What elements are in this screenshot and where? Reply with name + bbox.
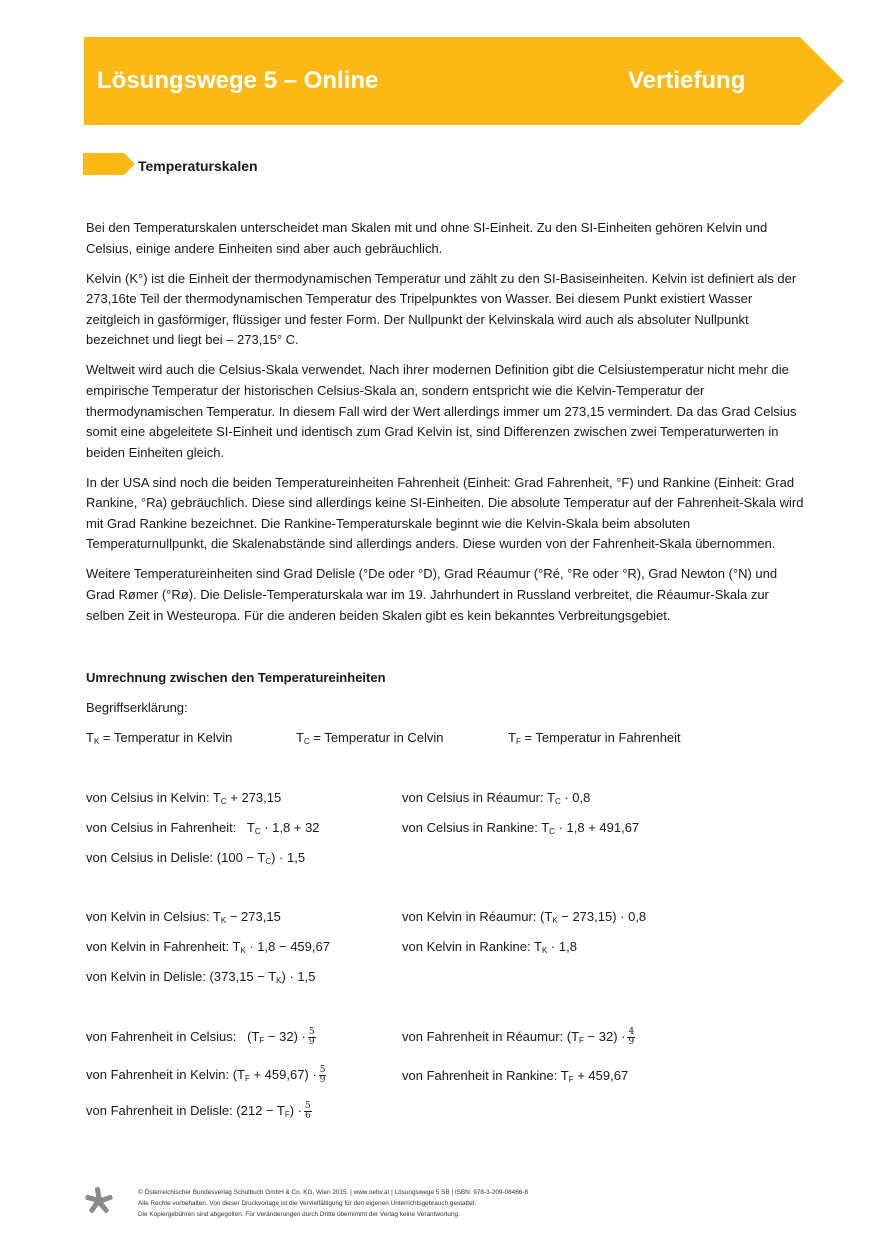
header-banner — [84, 37, 844, 125]
formula-kelvin-delisle: von Kelvin in Delisle: $(373,15 - T_K) \cdot 1,5$ — [86, 969, 316, 985]
formula-kelvin-fahrenheit: von Kelvin in Fahrenheit: $T_K \cdot 1,8 - 459,67$ — [86, 939, 330, 955]
definitions-label: Begriffserklärung: — [86, 700, 188, 715]
definition-fahrenheit: $T_F$ = Temperatur in Fahrenheit — [508, 730, 681, 746]
footer-line: © Österreichischer Bundesverlag Schulbuch GmbH & Co. KG, Wien 2015. | www.oebv.at | Lösungswege 5 SB | ISBN: 978-3-209-08466-8 — [138, 1189, 529, 1196]
formula-fahrenheit-celsius: von Fahrenheit in Celsius: $(T_F - 32)$ · $\frac{5}{9}$ — [86, 1027, 315, 1047]
conversion-heading: Umrechnung zwischen den Temperatureinheiten — [86, 670, 386, 685]
formula-fahrenheit-kelvin: von Fahrenheit in Kelvin: $(T_F + 459,67)$ · $\frac{5}{9}$ — [86, 1065, 326, 1085]
formula-kelvin-reaumur: von Kelvin in Réaumur: $(T_K - 273,15) \cdot 0,8$ — [402, 909, 647, 925]
fraction: $\frac{5}{6}$ — [305, 1101, 311, 1121]
footer-line: Alle Rechte vorbehalten. Von dieser Druckvorlage ist die Vervielfältigung für den eigenen Unterrichtsgebrauch gestattet. — [138, 1200, 477, 1207]
formula-celsius-reaumur: von Celsius in Réaumur: $T_C \cdot 0,8$ — [402, 790, 591, 806]
fraction: $\frac{4}{9}$ — [628, 1027, 635, 1047]
paragraph: Weltweit wird auch die Celsius-Skala verwendet. Nach ihrer modernen Definition gibt die Celsiustemperatur nicht mehr die empirische Temperatur der historischen Celsius-Skala an, sondern entspricht wie die Kelvin-Temperatur der thermodynamischen Temperatur. In diesem Fall wird der Wert allerdings immer um 273,15 vermindert. Da das Grad Celsius somit eine abgeleitete SI-Einheit und identisch zum Grad Kelvin ist, sind Differenzen zwischen zwei Temperaturwerten in beiden Einheiten gleich. — [86, 362, 797, 460]
book-title: Lösungswege 5 – Online — [97, 67, 379, 94]
definition-celsius: $T_C$ = Temperatur in Celvin — [296, 730, 444, 746]
formula-celsius-fahrenheit: von Celsius in Fahrenheit: $T_C \cdot 1,8 + 32$ — [86, 820, 320, 836]
paragraph: Kelvin (K°) ist die Einheit der thermodynamischen Temperatur und zählt zu den SI-Basiseinheiten. Kelvin ist definiert als der 273,16te Teil der thermodynamischen Temperatur des Tripelpunktes von Wasser. Bei diesem Punkt existiert Wasser zeitgleich in gasförmiger, flüssiger und fester Form. Der Nullpunkt der Kelvinskala wird auch als absoluter Nullpunkt bezeichnet und liegt bei – 273,15° C. — [86, 270, 797, 348]
footer-line: Die Kopiergebühren sind abgegolten. Für Veränderungen durch Dritte übernimmt der Verlag keine Verantwortung. — [138, 1211, 460, 1218]
formula-kelvin-rankine: von Kelvin in Rankine: $T_K \cdot 1,8$ — [402, 939, 577, 955]
section-arrow-icon — [83, 153, 135, 175]
formula-fahrenheit-rankine: von Fahrenheit in Rankine: $T_F + 459,67$ — [402, 1068, 629, 1084]
section-title: Temperaturskalen — [138, 158, 258, 174]
paragraph: In der USA sind noch die beiden Temperatureinheiten Fahrenheit (Einheit: Grad Fahrenheit, °F) und Rankine (Einheit: Grad Rankine, °Ra) gebräuchlich. Diese sind allerdings keine SI-Einheiten. Die absolute Temperatur auf der Fahrenheit-Skala wird mit Grad Rankine bezeichnet. Die Rankine-Temperaturskale beginnt wie die Kelvin-Skala beim absoluten Temperaturnullpunkt, die Skalenabstände sind allerdings anders. Diese wurden von der Fahrenheit-Skala übernommen. — [86, 474, 804, 552]
fraction: $\frac{5}{9}$ — [308, 1027, 315, 1047]
formula-fahrenheit-delisle: von Fahrenheit in Delisle: $(212 - T_F)$ · $\frac{5}{6}$ — [86, 1101, 311, 1121]
formula-celsius-delisle: von Celsius in Delisle: $(100 - T_C) \cdot 1,5$ — [86, 850, 306, 866]
formula-kelvin-celsius: von Kelvin in Celsius: $T_K - 273,15$ — [86, 909, 281, 925]
paragraph: Bei den Temperaturskalen unterscheidet man Skalen mit und ohne SI-Einheit. Zu den SI-Einheiten gehören Kelvin und Celsius, einige andere Einheiten sind aber auch gebräuchlich. — [86, 220, 768, 256]
body-text — [86, 218, 804, 636]
formula-celsius-kelvin: von Celsius in Kelvin: $T_C + 273,15$ — [86, 790, 282, 806]
paragraph: Weitere Temperatureinheiten sind Grad Delisle (°De oder °D), Grad Réaumur (°Ré, °Re oder °R), Grad Newton (°N) und Grad Rømer (°Rø). Die Delisle-Temperaturskala war im 19. Jahrhundert in Russland verbreitet, die Réaumur-Skala zur selben Zeit in Westeuropa. Für die anderen beiden Skalen gibt es kein bekanntes Verbreitungsgebiet. — [86, 566, 778, 623]
fraction: $\frac{5}{9}$ — [319, 1065, 326, 1085]
definition-kelvin: $T_K$ = Temperatur in Kelvin — [86, 730, 233, 746]
formula-celsius-rankine: von Celsius in Rankine: $T_C \cdot 1,8 + 491,67$ — [402, 820, 640, 836]
section-label: Vertiefung — [628, 67, 746, 94]
publisher-logo-icon — [84, 1186, 114, 1216]
formula-fahrenheit-reaumur: von Fahrenheit in Réaumur: $(T_F - 32)$ · $\frac{4}{9}$ — [402, 1027, 635, 1047]
footer-copyright — [138, 1187, 528, 1220]
